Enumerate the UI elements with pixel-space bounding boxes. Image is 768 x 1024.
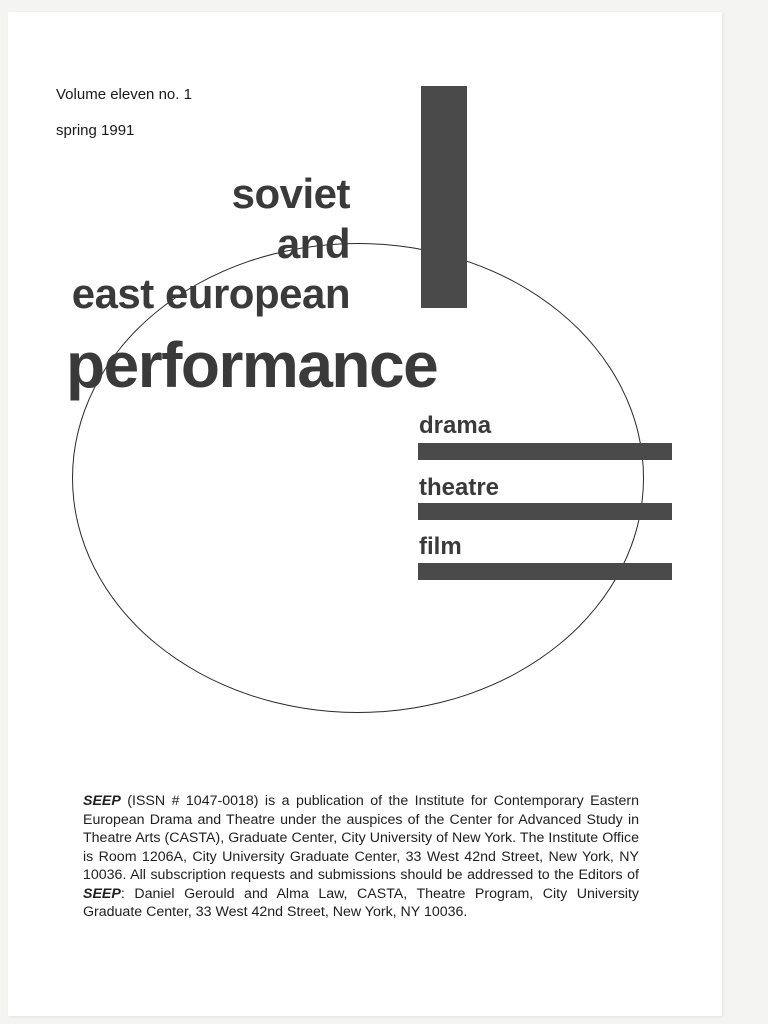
category-bar-film bbox=[418, 563, 672, 580]
vertical-bar-graphic bbox=[421, 86, 467, 308]
category-bar-drama bbox=[418, 443, 672, 460]
title-line-east-european: east european bbox=[71, 270, 350, 317]
seep-name: SEEP bbox=[83, 885, 121, 902]
title-performance: performance bbox=[66, 329, 438, 401]
category-film: film bbox=[419, 533, 462, 560]
seep-name: SEEP bbox=[83, 793, 121, 809]
publication-info-text-2: : Daniel Gerould and Alma Law, CASTA, Theatre Program, City University Graduate Center, 33 West 42nd Street, New York, NY 10036. bbox=[83, 885, 639, 920]
title-line-soviet: soviet bbox=[231, 170, 350, 217]
journal-cover bbox=[8, 12, 722, 1016]
title-line-and: and bbox=[276, 220, 350, 267]
season-label: spring 1991 bbox=[56, 122, 135, 139]
category-drama: drama bbox=[419, 412, 492, 439]
category-bar-theatre bbox=[418, 503, 672, 520]
publication-info-text-1: (ISSN # 1047-0018) is a publication of the Institute for Contemporary Eastern European Drama and Theatre under the auspices of the Center for Advanced Study in Theatre Arts (CASTA), Graduate Center, City University of New York. The Institute Office is Room 1206A, City University Graduate Center, 33 West 42nd Street, New York, NY 10036. All subscription requests and submissions should be addressed to the Editors of bbox=[83, 793, 639, 883]
publication-info bbox=[83, 792, 639, 922]
volume-label: Volume eleven no. 1 bbox=[56, 86, 192, 103]
category-theatre: theatre bbox=[419, 474, 500, 501]
